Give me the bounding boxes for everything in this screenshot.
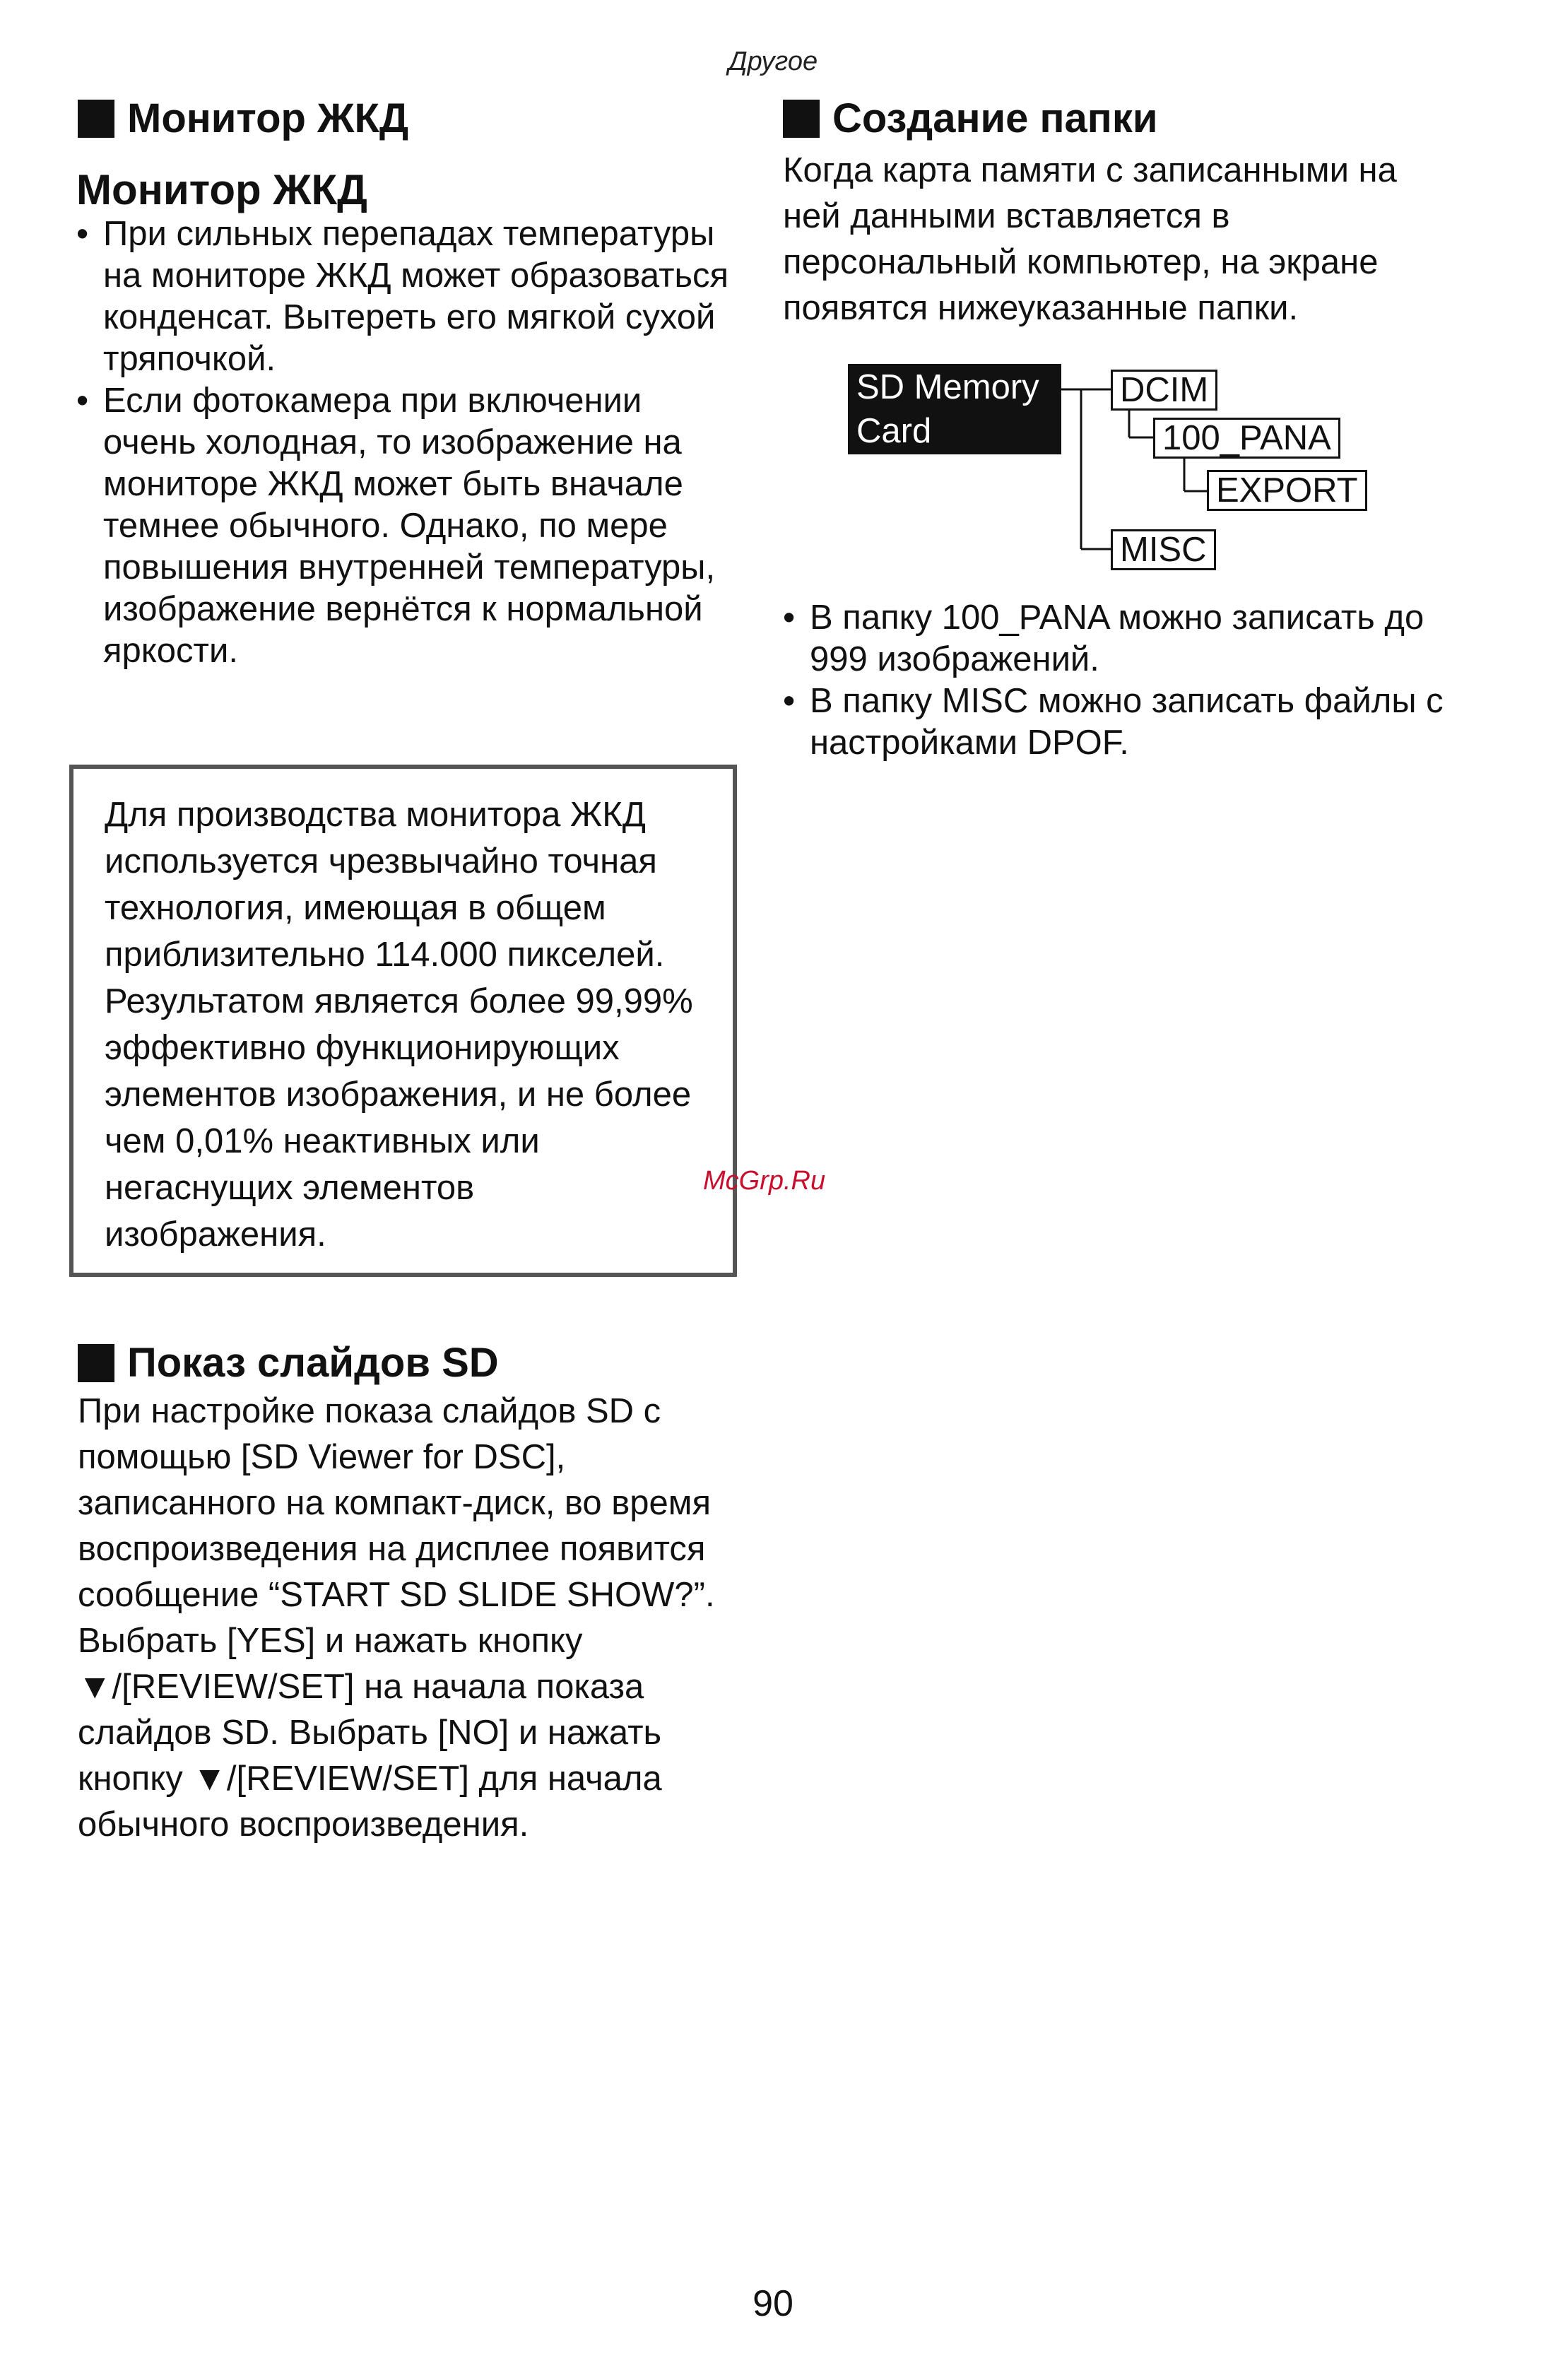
lcd-note-box — [69, 765, 737, 1277]
folder-tree-diagram — [848, 364, 1399, 576]
folder-bullet-list — [783, 597, 1461, 764]
sd-memory-card-label — [848, 364, 1061, 454]
slideshow-section-heading — [78, 1341, 499, 1386]
list-item: • При сильных перепадах температуры на мониторе ЖКД может образоваться конденсат. Вытереть его мягкой сухой тряпочкой. — [76, 213, 733, 380]
folder-misc: MISC — [1111, 529, 1216, 570]
list-item: • В папку 100_PANA можно записать до 999 изображений. — [783, 597, 1461, 681]
folder-heading-text: Создание папки — [832, 95, 1158, 141]
folder-dcim: DCIM — [1111, 370, 1217, 411]
list-item: • Если фотокамера при включении очень холодная, то изображение на мониторе ЖКД может быть вначале темнее обычного. Однако, по мере повышения внутренней температуры, изображение вернётся к нормальной яркости. — [76, 380, 733, 672]
monitor-bullet-list — [76, 213, 733, 672]
list-item: • В папку MISC можно записать файлы с настройками DPOF. — [783, 681, 1461, 764]
slideshow-heading-text: Показ слайдов SD — [127, 1340, 499, 1386]
monitor-heading-text: Монитор ЖКД — [127, 95, 409, 141]
monitor-subheading: Монитор ЖКД — [76, 166, 367, 213]
card-label-line2: Card — [856, 412, 932, 450]
folder-section-heading — [783, 96, 1158, 141]
section-header: Другое — [728, 47, 818, 76]
section-marker-icon — [783, 100, 820, 138]
folder-intro-paragraph: Когда карта памяти с записанными на ней данными вставляется в персональный компьютер, на экране появятся нижеуказанные папки. — [783, 151, 1397, 327]
watermark: McGrp.Ru — [703, 1166, 826, 1196]
folder-100-pana: 100_PANA — [1153, 418, 1340, 459]
lcd-note-text: Для производства монитора ЖКД используется чрезвычайно точная технология, имеющая в общем приблизительно 114.000 пикселей. Результатом является более 99,99% эффективно функционирующих элементов изображения, и не более чем 0,01% неактивных или негаснущих элементов изображения. — [105, 796, 693, 1254]
page-number: 90 — [753, 2283, 793, 2324]
section-marker-icon — [78, 1344, 114, 1382]
section-marker-icon — [78, 100, 114, 138]
folder-export: EXPORT — [1207, 470, 1367, 511]
monitor-section-heading — [78, 96, 408, 141]
card-label-line1: SD Memory — [856, 368, 1039, 406]
slideshow-paragraph: При настройке показа слайдов SD с помощью [SD Viewer for DSC], записанного на компакт-диск, во время воспроизведения на дисплее появится сообщение “START SD SLIDE SHOW?”. Выбрать [YES] и нажать кнопку ▼/[REVIEW/SET] на начала показа слайдов SD. Выбрать [NO] и нажать кнопку ▼/[REVIEW/SET] для начала обычного воспроизведения. — [78, 1392, 715, 1844]
